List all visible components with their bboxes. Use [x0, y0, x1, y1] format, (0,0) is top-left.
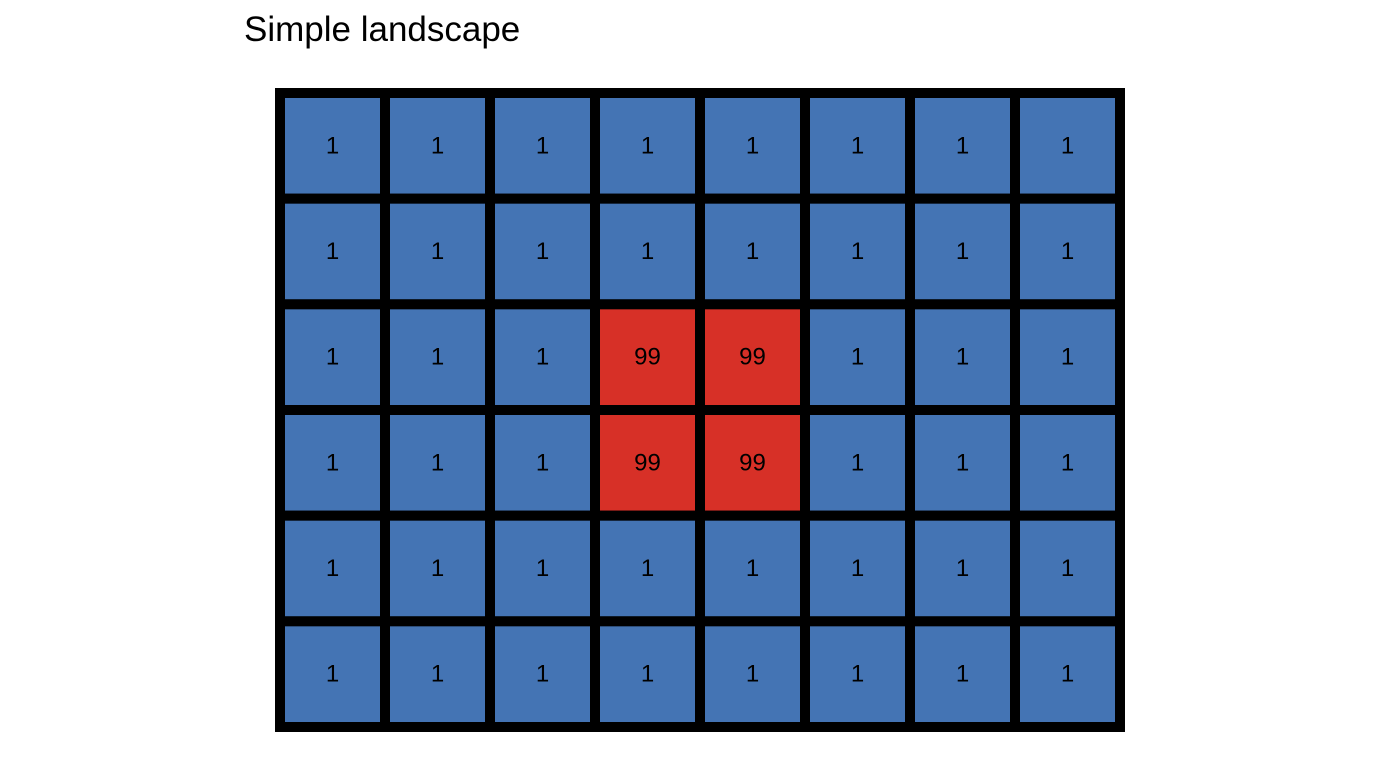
cell-label-r0-c4: 1 [745, 132, 760, 160]
cell-label-r0-c1: 1 [430, 132, 445, 160]
cell-label-r2-c7: 1 [1060, 343, 1075, 371]
cell-label-r4-c3: 1 [640, 555, 655, 582]
cell-label-r1-c7: 1 [1060, 238, 1075, 265]
cell-label-r0-c2: 1 [535, 132, 550, 160]
cell-label-r5-c2: 1 [535, 660, 550, 688]
cell-label-r4-c5: 1 [850, 555, 865, 582]
cell-label-r2-c2: 1 [535, 343, 550, 371]
chart-title: Simple landscape [244, 10, 521, 49]
cell-label-r4-c0: 1 [325, 555, 340, 582]
cell-label-r5-c0: 1 [325, 660, 340, 688]
cell-label-r0-c3: 1 [640, 132, 655, 160]
cell-label-r2-c4: 99 [739, 343, 766, 371]
cell-label-r4-c1: 1 [430, 555, 445, 582]
cell-label-r5-c3: 1 [640, 660, 655, 688]
cell-label-r2-c5: 1 [850, 343, 865, 371]
cell-label-r0-c6: 1 [955, 132, 970, 160]
cell-label-r1-c5: 1 [850, 238, 865, 265]
cell-label-r1-c0: 1 [325, 238, 340, 265]
cell-label-r0-c7: 1 [1060, 132, 1075, 160]
cell-label-r0-c0: 1 [325, 132, 340, 160]
cell-label-r5-c4: 1 [745, 660, 760, 688]
cell-label-r4-c7: 1 [1060, 555, 1075, 582]
cell-label-r3-c3: 99 [634, 449, 661, 477]
cell-label-r4-c6: 1 [955, 555, 970, 582]
cell-label-r1-c3: 1 [640, 238, 655, 265]
cell-label-r4-c4: 1 [745, 555, 760, 582]
cell-label-r4-c2: 1 [535, 555, 550, 582]
cell-label-r5-c5: 1 [850, 660, 865, 688]
cell-label-r3-c0: 1 [325, 449, 340, 477]
cell-label-r5-c7: 1 [1060, 660, 1075, 688]
cell-label-r3-c5: 1 [850, 449, 865, 477]
cell-label-r3-c4: 99 [739, 449, 766, 477]
cell-label-r1-c4: 1 [745, 238, 760, 265]
cell-label-r2-c3: 99 [634, 343, 661, 371]
cell-label-r2-c0: 1 [325, 343, 340, 371]
cell-label-r2-c6: 1 [955, 343, 970, 371]
cell-label-r3-c6: 1 [955, 449, 970, 477]
cell-label-r3-c7: 1 [1060, 449, 1075, 477]
cell-label-r2-c1: 1 [430, 343, 445, 371]
cell-label-r3-c2: 1 [535, 449, 550, 477]
cell-label-r5-c1: 1 [430, 660, 445, 688]
cell-label-r1-c1: 1 [430, 238, 445, 265]
cell-label-r0-c5: 1 [850, 132, 865, 160]
cell-label-r1-c2: 1 [535, 238, 550, 265]
cell-label-r3-c1: 1 [430, 449, 445, 477]
cell-label-r1-c6: 1 [955, 238, 970, 265]
cell-label-r5-c6: 1 [955, 660, 970, 688]
